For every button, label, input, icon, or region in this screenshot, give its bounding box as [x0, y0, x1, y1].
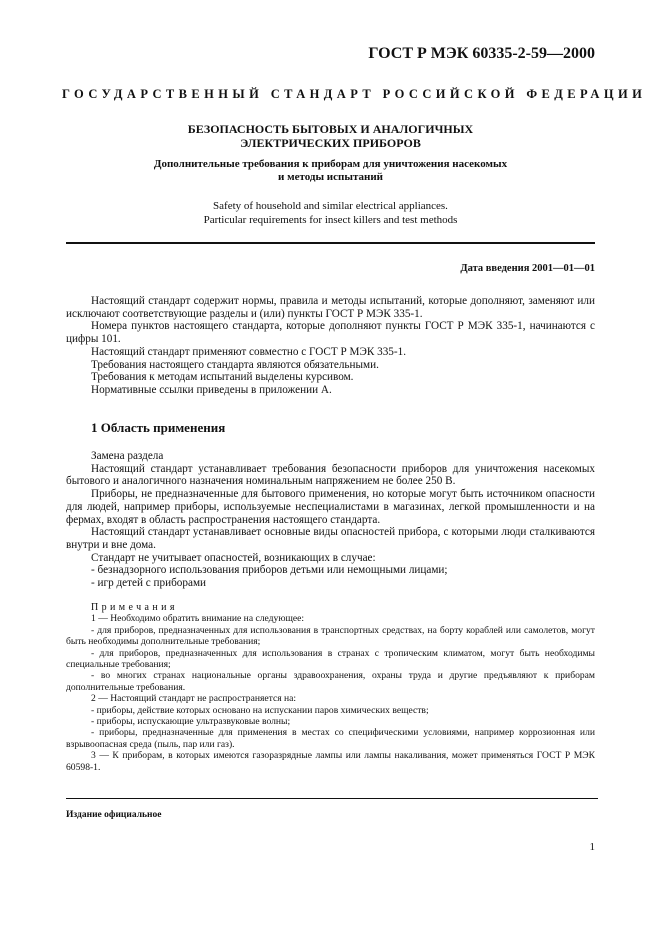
- intro-paragraph-3: Настоящий стандарт применяют совместно с ГОСТ Р МЭК 335-1.: [91, 345, 407, 358]
- section-1-paragraph-4: Стандарт не учитывает опасностей, возникающих в случае:: [91, 551, 376, 564]
- page-number: 1: [589, 841, 595, 853]
- notes-title: Примечания: [91, 602, 178, 613]
- title-line-2: ЭЛЕКТРИЧЕСКИХ ПРИБОРОВ: [240, 136, 421, 150]
- note-2-item-b: - приборы, испускающие ультразвуковые волны;: [91, 716, 291, 728]
- section-1-text: [66, 450, 595, 590]
- note-3: 3 — К приборам, в которых имеются газоразрядные лампы или лампы накаливания, может применяться ГОСТ Р МЭК 60598-1.: [66, 750, 595, 773]
- section-1-paragraph-3: Настоящий стандарт устанавливает основные виды опасностей прибора, с которыми люди сталкиваются внутри и вне дома.: [66, 526, 595, 551]
- note-1-item-b: - для приборов, предназначенных для использования в странах с тропическим климатом, могут быть необходимы специальные требования;: [66, 647, 595, 671]
- note-1: 1 — Необходимо обратить внимание на следующее:: [91, 613, 305, 625]
- title-line-1: БЕЗОПАСНОСТЬ БЫТОВЫХ И АНАЛОГИЧНЫХ: [187, 122, 474, 136]
- official-edition-label: Издание официальное: [66, 810, 162, 820]
- section-1-paragraph-2: Приборы, не предназначенные для бытового применения, но которые могут быть источником опасности для людей, например приборы, используемые неспециалистами в магазинах, легкой промышленности и на фермах, входят в область распространения настоящего стандарта.: [66, 488, 595, 526]
- section-1-list-item-1: - безнадзорного использования приборов детьми или немощными лицами;: [91, 564, 448, 577]
- note-2-item-c: - приборы, предназначенные для применения в местах со специфическими условиями, например коррозионная или взрывоопасная среда (пыль, пар или газ).: [66, 727, 595, 750]
- note-1-item-c: - во многих странах национальные органы здравоохранения, охраны труда и другие предъявляют к приборам дополнительные требования.: [66, 670, 595, 693]
- note-1-item-a: - для приборов, предназначенных для использования в транспортных средствах, на борту кораблей или самолетов, могут быть необходимы дополнительные требования;: [66, 624, 595, 648]
- state-standard-title: ГОСУДАРСТВЕННЫЙ СТАНДАРТ РОССИЙСКОЙ ФЕДЕРАЦИИ: [62, 87, 647, 101]
- document-subtitle: [60, 158, 601, 184]
- intro-paragraph-5: Требования к методам испытаний выделены курсивом.: [91, 371, 354, 384]
- title-divider: [66, 242, 595, 244]
- section-1-paragraph-1: Настоящий стандарт устанавливает требования безопасности приборов для уничтожения насекомых бытового и аналогичного назначения номинальным напряжением не более 250 В.: [66, 462, 595, 488]
- footer-divider: [66, 798, 598, 799]
- english-title: [60, 199, 601, 227]
- english-line-2: Particular requirements for insect killers and test methods: [203, 214, 458, 226]
- section-1-replacement: Замена раздела: [91, 450, 164, 462]
- introduction-date: Дата введения 2001—01—01: [460, 263, 595, 274]
- intro-paragraph-2: Номера пунктов настоящего стандарта, которые дополняют пункты ГОСТ Р МЭК 335-1, начинаются с цифры 101.: [66, 320, 595, 346]
- intro-paragraph-1: Настоящий стандарт содержит нормы, правила и методы испытаний, которые дополняют, заменяют или исключают соответствующие разделы и (или) пункты ГОСТ Р МЭК 335-1.: [66, 295, 595, 320]
- document-title: [60, 122, 601, 150]
- intro-paragraph-4: Требования настоящего стандарта являются обязательными.: [91, 358, 379, 371]
- note-2-item-a: - приборы, действие которых основано на испускании паров химических веществ;: [91, 704, 429, 716]
- section-1-list-item-2: - игр детей с приборами: [91, 577, 207, 590]
- section-1-heading: 1 Область применения: [91, 420, 226, 435]
- intro-paragraph-6: Нормативные ссылки приведены в приложении А.: [91, 383, 332, 396]
- introduction-text: [66, 295, 595, 397]
- subtitle-line-2: и методы испытаний: [277, 171, 383, 183]
- notes-block: [66, 602, 595, 773]
- document-code: ГОСТ Р МЭК 60335-2-59—2000: [368, 45, 595, 62]
- note-2: 2 — Настоящий стандарт не распространяется на:: [91, 693, 297, 705]
- subtitle-line-1: Дополнительные требования к приборам для уничтожения насекомых: [153, 158, 508, 170]
- english-line-1: Safety of household and similar electrical appliances.: [213, 200, 448, 212]
